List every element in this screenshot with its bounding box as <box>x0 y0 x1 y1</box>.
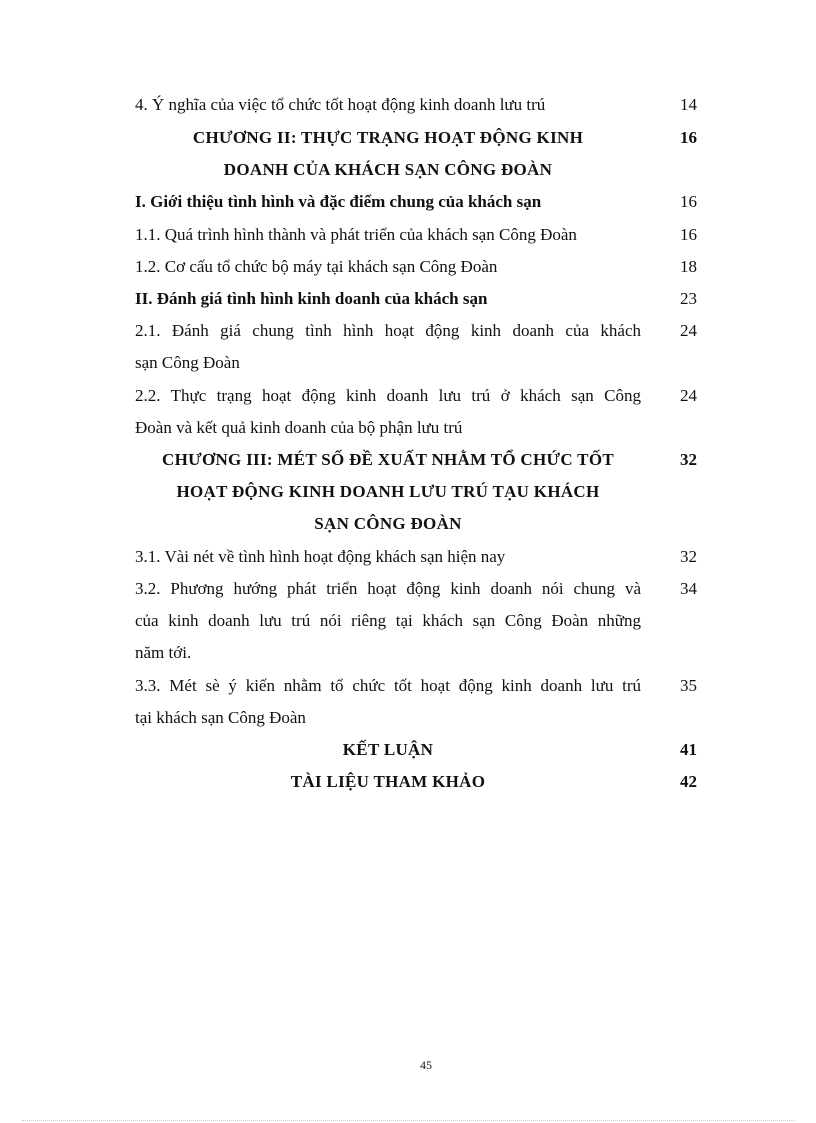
toc-entry-page: 32 <box>680 547 697 566</box>
toc-entry-title: 3.2. Phương hướng phát triển hoạt động kinh doanh nói chung và của kinh doanh lưu trú nói riêng tại khách sạn Công Đoàn những năm tới. <box>135 579 641 663</box>
toc-entry-page: 24 <box>680 321 697 340</box>
page-number: 45 <box>420 1058 432 1072</box>
toc-entry-title: CHƯƠNG III: MÉT SỐ ĐỀ XUẤT NHẰM TỔ CHỨC TỐT HOẠT ĐỘNG KINH DOANH LƯU TRÚ TẠU KHÁCH SẠN CÔNG ĐOÀN <box>162 450 614 534</box>
toc-entry-title: 4. Ý nghĩa của việc tổ chức tốt hoạt động kinh doanh lưu trú <box>135 95 546 114</box>
toc-entry-title: 3.3. Mét sè ý kiến nhằm tổ chức tốt hoạt động kinh doanh lưu trú tại khách sạn Công Đoàn <box>135 676 641 728</box>
toc-entry-title: 2.2. Thực trạng hoạt động kinh doanh lưu trú ở khách sạn Công Đoàn và kết quả kinh doanh của bộ phận lưu trú <box>135 386 641 438</box>
toc-entry-page: 41 <box>680 740 697 759</box>
toc-entry-page: 18 <box>680 257 697 276</box>
toc-entry-title: CHƯƠNG II: THỰC TRẠNG HOẠT ĐỘNG KINH DOANH CỦA KHÁCH SẠN CÔNG ĐOÀN <box>192 128 584 180</box>
toc-entry-page: 23 <box>680 289 697 308</box>
toc-entry-title: 2.1. Đánh giá chung tình hình hoạt động kinh doanh của khách sạn Công Đoàn <box>135 321 641 373</box>
toc-entry-page: 14 <box>680 95 697 114</box>
toc-entry-page: 16 <box>680 192 697 211</box>
toc-entry-title: I. Giới thiệu tình hình và đặc điểm chung của khách sạn <box>135 192 542 211</box>
toc-entry-page: 35 <box>680 676 697 695</box>
toc-entry-page: 16 <box>680 128 697 147</box>
page-bottom-divider <box>22 1120 794 1121</box>
toc-entry-page: 42 <box>680 772 697 791</box>
toc-entry-title: 3.1. Vài nét về tình hình hoạt động khách sạn hiện nay <box>135 547 506 566</box>
toc-entry-title: II. Đánh giá tình hình kinh doanh của khách sạn <box>135 289 488 308</box>
toc-entry-title: KẾT LUẬN <box>342 740 434 759</box>
toc-entry-title: 1.2. Cơ cấu tổ chức bộ máy tại khách sạn Công Đoàn <box>135 257 498 276</box>
toc-entry-page: 32 <box>680 450 697 469</box>
toc-entry-page: 34 <box>680 579 697 598</box>
toc-entry-title: 1.1. Quá trình hình thành và phát triển của khách sạn Công Đoàn <box>135 225 577 244</box>
toc-entry-page: 16 <box>680 225 697 244</box>
toc-entry-page: 24 <box>680 386 697 405</box>
toc-entry-title: TÀI LIỆU THAM KHẢO <box>290 772 486 791</box>
